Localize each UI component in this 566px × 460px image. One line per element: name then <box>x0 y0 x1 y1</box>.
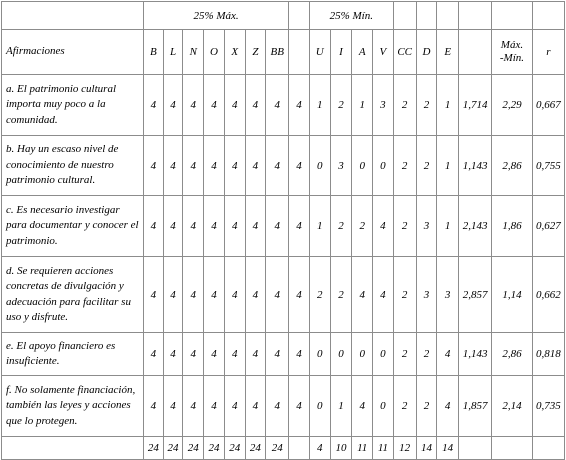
min-score-cell: 0 <box>352 333 373 376</box>
min-total-cell: 12 <box>393 437 416 460</box>
min-score-cell: 3 <box>373 75 394 136</box>
max-min-cell: 1,14 <box>492 257 532 333</box>
max-score-cell: 4 <box>266 257 289 333</box>
group-header-row <box>2 2 565 30</box>
max-total-cell: 24 <box>224 437 245 460</box>
max-score-cell: 4 <box>144 376 164 437</box>
min-total-cell: 11 <box>352 437 373 460</box>
max-total-cell <box>289 437 310 460</box>
min-column-header: E <box>437 30 459 75</box>
mean-cell: 1,143 <box>459 333 492 376</box>
table-row <box>2 257 565 333</box>
max-min-header-line2: -Mín. <box>499 52 525 64</box>
min-score-cell: 2 <box>416 75 437 136</box>
max-score-cell: 4 <box>266 376 289 437</box>
min-score-cell: 2 <box>330 196 352 257</box>
max-score-cell: 4 <box>163 376 183 437</box>
min-score-cell: 1 <box>309 75 330 136</box>
min-total-cell: 4 <box>309 437 330 460</box>
max-score-cell: 4 <box>224 376 245 437</box>
min-score-cell: 1 <box>330 376 352 437</box>
min-score-cell: 0 <box>309 136 330 196</box>
max-score-cell: 4 <box>163 75 183 136</box>
totals-empty-cell <box>532 437 564 460</box>
totals-empty-cell <box>459 437 492 460</box>
max-score-cell: 4 <box>144 75 164 136</box>
min-group-header: 25% Mín. <box>309 2 393 30</box>
min-score-cell: 4 <box>437 376 459 437</box>
statement-cell: d. Se requieren acciones concretas de divulgación y adecuación para facilitar su uso y disfrute. <box>2 257 144 333</box>
survey-results-table <box>1 1 565 460</box>
min-score-cell: 2 <box>393 136 416 196</box>
mean-column-header <box>459 30 492 75</box>
min-column-header: V <box>373 30 394 75</box>
totals-empty-cell <box>492 437 532 460</box>
max-score-cell: 4 <box>245 333 266 376</box>
r-column-header: r <box>532 30 564 75</box>
min-score-cell: 1 <box>437 196 459 257</box>
max-total-cell: 24 <box>204 437 225 460</box>
max-score-cell: 4 <box>289 257 310 333</box>
min-score-cell: 4 <box>352 376 373 437</box>
table-row <box>2 333 565 376</box>
max-score-cell: 4 <box>266 333 289 376</box>
max-score-cell: 4 <box>204 257 225 333</box>
gap-cell <box>289 2 310 30</box>
max-group-header: 25% Máx. <box>144 2 289 30</box>
min-column-header: U <box>309 30 330 75</box>
mean-cell: 2,857 <box>459 257 492 333</box>
mean-cell: 1,857 <box>459 376 492 437</box>
min-score-cell: 2 <box>330 75 352 136</box>
max-score-cell: 4 <box>163 257 183 333</box>
min-score-cell: 4 <box>373 257 394 333</box>
min-score-cell: 0 <box>352 136 373 196</box>
max-total-cell: 24 <box>144 437 164 460</box>
max-score-cell: 4 <box>289 333 310 376</box>
max-score-cell: 4 <box>144 136 164 196</box>
min-score-cell: 4 <box>352 257 373 333</box>
max-total-cell: 24 <box>266 437 289 460</box>
max-score-cell: 4 <box>204 196 225 257</box>
statement-cell: f. No solamente financiación, también las leyes y acciones que lo protegen. <box>2 376 144 437</box>
min-score-cell: 0 <box>309 376 330 437</box>
corner-cell <box>2 2 144 30</box>
min-score-cell: 3 <box>416 196 437 257</box>
table-row <box>2 376 565 437</box>
mean-cell: 1,143 <box>459 136 492 196</box>
max-score-cell: 4 <box>224 257 245 333</box>
max-column-header: Z <box>245 30 266 75</box>
min-score-cell: 0 <box>373 333 394 376</box>
statement-cell: a. El patrimonio cultural importa muy poco a la comunidad. <box>2 75 144 136</box>
max-score-cell: 4 <box>245 257 266 333</box>
max-min-column-header <box>492 30 532 75</box>
statements-column-header: Afirmaciones <box>2 30 144 75</box>
min-score-cell: 1 <box>352 75 373 136</box>
min-score-cell: 0 <box>330 333 352 376</box>
max-score-cell: 4 <box>224 196 245 257</box>
r-cell: 0,755 <box>532 136 564 196</box>
max-column-header: X <box>224 30 245 75</box>
max-score-cell: 4 <box>163 136 183 196</box>
min-score-cell: 2 <box>393 333 416 376</box>
min-total-cell: 10 <box>330 437 352 460</box>
max-score-cell: 4 <box>266 75 289 136</box>
max-min-cell: 2,86 <box>492 136 532 196</box>
max-min-cell: 2,14 <box>492 376 532 437</box>
group-empty-cell <box>393 2 416 30</box>
max-score-cell: 4 <box>289 376 310 437</box>
max-score-cell: 4 <box>224 333 245 376</box>
min-column-header: D <box>416 30 437 75</box>
max-score-cell: 4 <box>224 75 245 136</box>
max-score-cell: 4 <box>183 75 204 136</box>
max-column-header: B <box>144 30 164 75</box>
max-score-cell: 4 <box>204 136 225 196</box>
r-cell: 0,667 <box>532 75 564 136</box>
max-column-header: BB <box>266 30 289 75</box>
min-total-cell: 11 <box>373 437 394 460</box>
min-score-cell: 0 <box>373 136 394 196</box>
group-empty-cell <box>459 2 492 30</box>
min-score-cell: 2 <box>393 376 416 437</box>
min-score-cell: 2 <box>352 196 373 257</box>
statement-cell: c. Es necesario investigar para documentar y conocer el patrimonio. <box>2 196 144 257</box>
group-empty-cell <box>437 2 459 30</box>
min-total-cell: 14 <box>437 437 459 460</box>
min-score-cell: 2 <box>309 257 330 333</box>
max-score-cell: 4 <box>245 376 266 437</box>
min-score-cell: 1 <box>309 196 330 257</box>
min-score-cell: 3 <box>330 136 352 196</box>
max-min-header-line1: Máx. <box>500 39 524 51</box>
max-score-cell: 4 <box>245 196 266 257</box>
max-total-cell: 24 <box>183 437 204 460</box>
statement-cell: b. Hay un escaso nivel de conocimiento de nuestro patrimonio cultural. <box>2 136 144 196</box>
min-score-cell: 1 <box>437 136 459 196</box>
min-score-cell: 3 <box>416 257 437 333</box>
max-score-cell: 4 <box>144 257 164 333</box>
r-cell: 0,662 <box>532 257 564 333</box>
group-empty-cell <box>416 2 437 30</box>
max-score-cell: 4 <box>224 136 245 196</box>
mean-cell: 1,714 <box>459 75 492 136</box>
max-score-cell: 4 <box>204 75 225 136</box>
max-total-cell: 24 <box>245 437 266 460</box>
max-score-cell: 4 <box>289 75 310 136</box>
max-score-cell: 4 <box>204 333 225 376</box>
table-row <box>2 136 565 196</box>
max-score-cell: 4 <box>183 196 204 257</box>
max-score-cell: 4 <box>204 376 225 437</box>
min-score-cell: 4 <box>437 333 459 376</box>
min-score-cell: 1 <box>437 75 459 136</box>
min-score-cell: 2 <box>416 333 437 376</box>
table-row <box>2 196 565 257</box>
min-column-header: A <box>352 30 373 75</box>
max-score-cell: 4 <box>289 136 310 196</box>
r-cell: 0,818 <box>532 333 564 376</box>
max-min-cell: 1,86 <box>492 196 532 257</box>
min-score-cell: 2 <box>416 376 437 437</box>
min-column-header: CC <box>393 30 416 75</box>
max-score-cell: 4 <box>163 196 183 257</box>
column-header-row <box>2 30 565 75</box>
r-cell: 0,735 <box>532 376 564 437</box>
max-column-header <box>289 30 310 75</box>
min-total-cell: 14 <box>416 437 437 460</box>
max-column-header: N <box>183 30 204 75</box>
max-score-cell: 4 <box>183 376 204 437</box>
max-score-cell: 4 <box>289 196 310 257</box>
r-cell: 0,627 <box>532 196 564 257</box>
totals-label-cell <box>2 437 144 460</box>
totals-row <box>2 437 565 460</box>
min-score-cell: 0 <box>309 333 330 376</box>
min-score-cell: 4 <box>373 196 394 257</box>
min-score-cell: 2 <box>393 196 416 257</box>
max-score-cell: 4 <box>266 136 289 196</box>
max-column-header: O <box>204 30 225 75</box>
group-empty-cell <box>532 2 564 30</box>
mean-cell: 2,143 <box>459 196 492 257</box>
statement-cell: e. El apoyo financiero es insuficiente. <box>2 333 144 376</box>
min-score-cell: 2 <box>393 257 416 333</box>
min-score-cell: 2 <box>330 257 352 333</box>
max-score-cell: 4 <box>245 75 266 136</box>
max-score-cell: 4 <box>144 333 164 376</box>
max-score-cell: 4 <box>183 136 204 196</box>
max-score-cell: 4 <box>183 257 204 333</box>
max-score-cell: 4 <box>163 333 183 376</box>
max-score-cell: 4 <box>144 196 164 257</box>
max-score-cell: 4 <box>183 333 204 376</box>
max-column-header: L <box>163 30 183 75</box>
max-score-cell: 4 <box>266 196 289 257</box>
min-column-header: I <box>330 30 352 75</box>
min-score-cell: 2 <box>416 136 437 196</box>
max-min-cell: 2,86 <box>492 333 532 376</box>
min-score-cell: 2 <box>393 75 416 136</box>
group-empty-cell <box>492 2 532 30</box>
max-score-cell: 4 <box>245 136 266 196</box>
min-score-cell: 0 <box>373 376 394 437</box>
table-row <box>2 75 565 136</box>
max-total-cell: 24 <box>163 437 183 460</box>
max-min-cell: 2,29 <box>492 75 532 136</box>
min-score-cell: 3 <box>437 257 459 333</box>
